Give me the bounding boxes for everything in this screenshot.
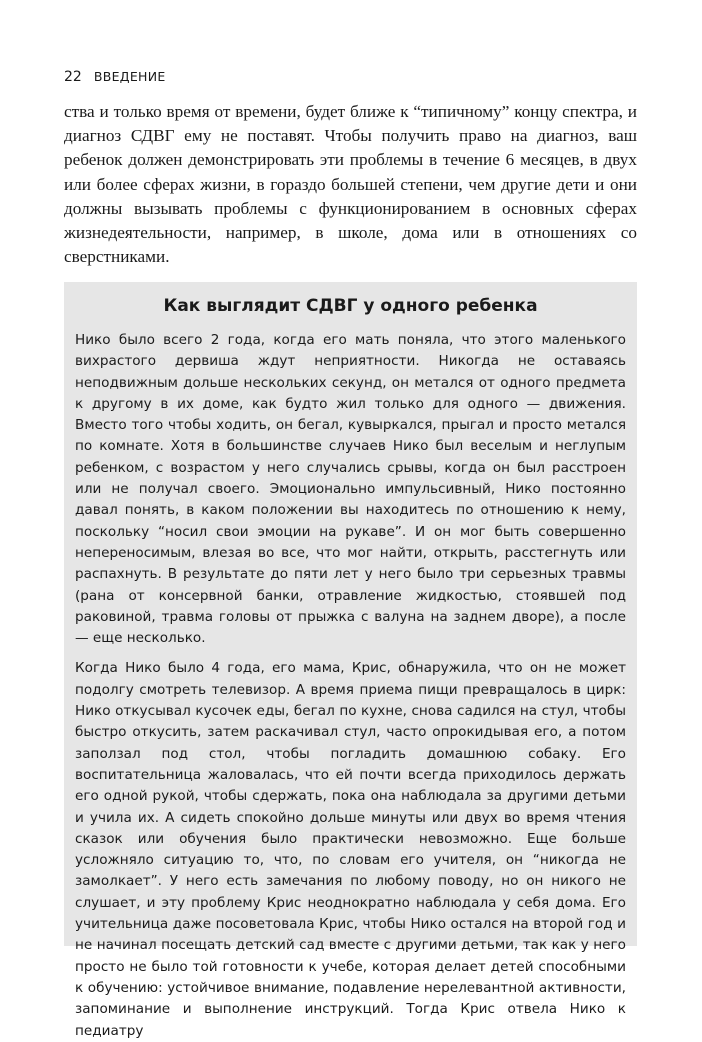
intro-paragraph: ства и только время от времени, будет ближе к “типичному” концу спектра, и диагноз СДВГ ему не поставят. Чтобы получить право на диагноз, ваш ребенок должен демонстрировать эти проблемы в течение 6 месяцев, в двух или более сферах жизни, в гораздо большей степени, чем другие дети и они должны вызывать проблемы с функционированием в основных сферах жизнедеятельности, например, в школе, дома или в отношениях со сверстниками. <box>64 102 637 267</box>
section-title: ВВЕДЕНИЕ <box>93 69 166 84</box>
sidebar-paragraph-2: Когда Нико было 4 года, его мама, Крис, обнаружила, что он не может подолгу смотреть телевизор. А время приема пищи превращалось в цирк: Нико откусывал кусочек еды, бегал по кухне, снова садился на стул, чтобы быстро откусить, затем раскачивал стул, часто опрокидывая его, а потом заползал под стол, чтобы погладить домашнюю собаку. Его воспитательница жаловалась, что ей почти всегда приходилось держать его одной рукой, чтобы сдержать, пока она наблюдала за другими детьми и учила их. А сидеть спокойно дольше минуты или двух во время чтения сказок или обучения было практически невозможно. Еще больше усложняло ситуацию то, что, по словам его учителя, он “никогда не замолкает”. У него есть замечания по любому поводу, но он никого не слушает, и эту проблему Крис неоднократно наблюдала у себя дома. Его учительница даже посоветовала Крис, чтобы Нико остался на второй год и не начинал посещать детский сад вместе с другими детьми, так как у него просто не было той готовности к учебе, которая делает детей способными к обучению: устойчивое внимание, подавление нерелевантной активности, запоминание и выполнение инструкций. Тогда Крис отвела Нико к педиатру <box>75 660 626 1039</box>
page-number: 22 <box>64 69 82 85</box>
sidebar-box-title: Как выглядит СДВГ у одного ребенка <box>163 296 538 316</box>
sidebar-box <box>64 282 637 1039</box>
sidebar-paragraph-1: Нико было всего 2 года, когда его мать поняла, что этого маленького вихрастого дервиша ждут неприятности. Никогда не оставаясь неподвижным дольше нескольких секунд, он метался от одного предмета к другому в их доме, как будто жил только для одного — движения. Вместо того чтобы ходить, он бегал, кувыркался, прыгал и просто метался по комнате. Хотя в большинстве случаев Нико был веселым и неглупым ребенком, с возрастом у него случались срывы, когда он был расстроен или не получал своего. Эмоционально импульсивный, Нико постоянно давал понять, в каком положении вы находитесь по отношению к нему, поскольку “носил свои эмоции на рукаве”. И он мог быть совершенно непереносимым, влезая во все, что мог найти, открыть, расстегнуть или распахнуть. В результате до пяти лет у него было три серьезных травмы (рана от консервной банки, отравление жидкостью, стоявшей под раковиной, травма головы от прыжка с валуна на заднем дворе), а после — еще несколько. <box>75 332 626 647</box>
running-header <box>64 69 166 85</box>
